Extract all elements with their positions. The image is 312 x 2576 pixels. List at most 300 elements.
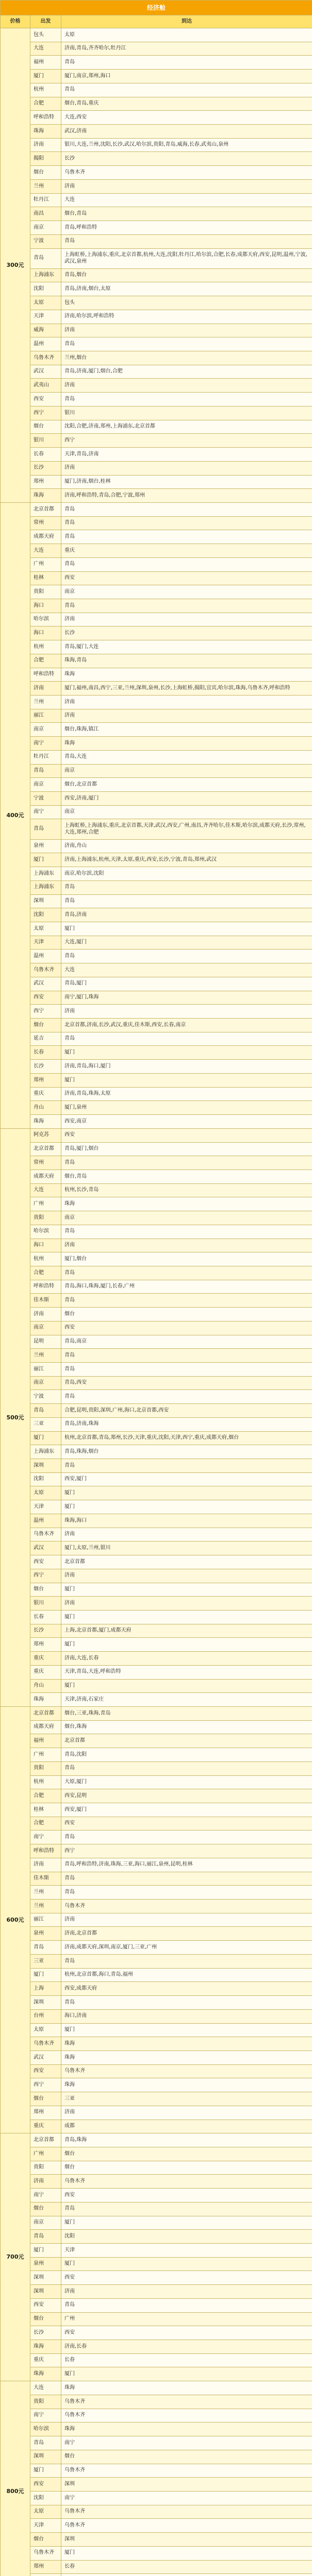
arrival-cities-cell: 厦门 [61,1486,312,1500]
arrival-cities-cell: 济南 [61,461,312,475]
departure-city-cell: 杭州 [30,1252,61,1266]
arrival-cities-cell: 广州 [61,2312,312,2326]
arrival-cities-cell: 西安 [61,1817,312,1831]
table-row [1,1335,312,1349]
table-row [1,1239,312,1252]
arrival-cities-cell: 南京 [61,585,312,599]
arrival-cities-cell: 青岛,济南,烟台,太原 [61,282,312,296]
departure-city-cell: 银川 [30,434,61,448]
table-row [1,1761,312,1775]
price-cell: 800元 [1,2381,30,2576]
header-to: 到达 [61,15,312,28]
arrival-cities-cell: 烟台 [61,2450,312,2464]
departure-city-cell: 三亚 [30,1417,61,1431]
arrival-cities-cell [61,2574,312,2576]
departure-city-cell: 常州 [30,1156,61,1170]
departure-city-cell: 宁波 [30,234,61,248]
departure-city-cell: 郑州 [30,2560,61,2574]
departure-city-cell: 舟山 [30,1679,61,1693]
table-row [1,2244,312,2258]
arrival-cities-cell: 济南 [61,324,312,337]
departure-city-cell: 大连 [30,2381,61,2395]
arrival-cities-cell: 济南 [61,709,312,723]
table-row [1,908,312,922]
departure-city-cell: 烟台 [30,1019,61,1032]
table-row [1,1087,312,1101]
table-row [1,379,312,393]
departure-city-cell: 福州 [30,56,61,70]
arrival-cities-cell: 三亚 [61,2092,312,2106]
departure-city-cell: 北京首都 [30,2133,61,2147]
arrival-cities-cell: 烟台,北京首都 [61,778,312,792]
table-row [1,571,312,585]
table-row [1,805,312,819]
table-row [1,2037,312,2051]
departure-city-cell: 北京首都 [30,1142,61,1156]
table-row [1,337,312,351]
table-row [1,1748,312,1762]
arrival-cities-cell: 烟台 [61,1308,312,1321]
departure-city-cell: 哈尔滨 [30,2422,61,2436]
table-row [1,42,312,56]
departure-city-cell: 深圳 [30,1459,61,1473]
departure-city-cell: 长沙 [30,1060,61,1074]
table-row [1,475,312,489]
arrival-cities-cell: 乌鲁木齐 [61,2519,312,2533]
arrival-cities-cell: 烟台,珠海,镇江 [61,723,312,737]
arrival-cities-cell: 西宁 [61,1844,312,1858]
arrival-cities-cell: 长沙 [61,626,312,640]
table-row [1,1142,312,1156]
departure-city-cell: 珠海 [30,1115,61,1129]
departure-city-cell: 重庆 [30,2120,61,2133]
table-row [1,1197,312,1211]
table-row [1,1101,312,1115]
table-row [1,640,312,654]
departure-city-cell: 青岛 [30,1404,61,1418]
departure-city-cell: 珠海 [30,125,61,139]
arrival-cities-cell: 青岛 [61,1459,312,1473]
table-row [1,696,312,709]
arrival-cities-cell: 厦门,太原,兰州,银川 [61,1541,312,1555]
table-row [1,2285,312,2299]
table-row [1,1803,312,1817]
header-from: 出发 [30,15,61,28]
table-row [1,1404,312,1418]
departure-city-cell: 宁波 [30,792,61,806]
arrival-cities-cell: 济南,呼和浩特,青岛,合肥,宁波,郑州 [61,489,312,503]
table-row [1,1734,312,1748]
table-row [1,544,312,558]
arrival-cities-cell: 重庆 [61,544,312,558]
departure-city-cell: 济南 [30,1858,61,1872]
fare-table-body [1,28,312,2576]
table-row [1,1583,312,1597]
departure-city-cell: 乌鲁木齐 [30,351,61,365]
table-row [1,1638,312,1652]
arrival-cities-cell: 青岛 [61,530,312,544]
table-row [1,2436,312,2450]
arrival-cities-cell: 武汉,济南 [61,125,312,139]
table-row [1,2133,312,2147]
arrival-cities-cell: 沈阳,合肥,济南,郑州,上海浦东,北京首都 [61,420,312,434]
departure-city-cell: 郑州 [30,1638,61,1652]
arrival-cities-cell: 珠海 [61,2078,312,2092]
table-row [1,207,312,221]
departure-city-cell: 上海浦东 [30,1445,61,1459]
table-row [1,737,312,751]
arrival-cities-cell: 济南 [61,379,312,393]
departure-city-cell: 重庆 [30,1665,61,1679]
arrival-cities-cell: 西安,厦门 [61,1803,312,1817]
departure-city-cell: 广州 [30,2147,61,2161]
arrival-cities-cell: 青岛 [61,234,312,248]
departure-city-cell: 济南 [30,682,61,696]
table-row [1,179,312,193]
table-row [1,613,312,626]
arrival-cities-cell: 合肥,昆明,贵阳,深圳,广州,海口,北京首都,西安 [61,1404,312,1418]
departure-city-cell: 北京首都 [30,502,61,516]
table-row [1,1280,312,1294]
arrival-cities-cell: 烟台,青岛 [61,207,312,221]
table-row [1,853,312,867]
departure-city-cell: 乌鲁木齐 [30,2037,61,2051]
departure-city-cell: 烟台 [30,1583,61,1597]
arrival-cities-cell: 青岛 [61,1886,312,1900]
table-row [1,1060,312,1074]
departure-city-cell: 沈阳 [30,282,61,296]
arrival-cities-cell: 厦门,福州,南昌,西宁,三亚,兰州,深圳,泉州,长沙,上海虹桥,揭阳,宜宾,哈尔滨,珠海,乌鲁木齐,呼和浩特 [61,682,312,696]
departure-city-cell: 北京首都 [30,1706,61,1720]
table-row [1,2574,312,2576]
departure-city-cell: 厦门 [30,70,61,83]
departure-city-cell: 青岛 [30,2230,61,2244]
arrival-cities-cell: 南京 [61,1211,312,1225]
departure-city-cell: 烟台 [30,2312,61,2326]
arrival-cities-cell: 乌鲁木齐 [61,2064,312,2078]
departure-city-cell: 南京 [30,221,61,235]
arrival-cities-cell: 济南,青岛,珠海,太原 [61,1087,312,1101]
table-row [1,2464,312,2478]
arrival-cities-cell: 深圳 [61,2478,312,2492]
table-row [1,1500,312,1514]
table-row [1,193,312,207]
table-row [1,1597,312,1611]
arrival-cities-cell: 西安 [61,571,312,585]
departure-city-cell: 温州 [30,337,61,351]
table-row [1,221,312,235]
arrival-cities-cell: 青岛 [61,2298,312,2312]
arrival-cities-cell: 西安 [61,2271,312,2285]
table-row [1,1665,312,1679]
departure-city-cell: 广州 [30,1748,61,1762]
arrival-cities-cell: 珠海 [61,2050,312,2064]
table-row [1,1115,312,1129]
arrival-cities-cell: 济南,大连,长春 [61,1652,312,1666]
departure-city-cell: 泉州 [30,1927,61,1941]
table-row [1,2202,312,2216]
table-row [1,502,312,516]
arrival-cities-cell: 西安,厦门 [61,1472,312,1486]
arrival-cities-cell: 上海,北京首都,厦门,成都天府 [61,1624,312,1638]
table-row [1,516,312,530]
departure-city-cell: 丽江 [30,709,61,723]
departure-city-cell: 南宁 [30,2189,61,2202]
departure-city-cell: 杭州 [30,640,61,654]
departure-city-cell: 杭州 [30,1775,61,1789]
arrival-cities-cell: 厦门 [61,2546,312,2560]
departure-city-cell: 天津 [30,1500,61,1514]
departure-city-cell: 青岛 [30,819,61,839]
table-row [1,1528,312,1541]
departure-city-cell: 南宁 [30,2409,61,2422]
departure-city-cell: 哈尔滨 [30,613,61,626]
departure-city-cell: 西安 [30,2064,61,2078]
table-row [1,1789,312,1803]
table-row [1,2257,312,2271]
table-row [1,1266,312,1280]
departure-city-cell [30,2574,61,2576]
arrival-cities-cell: 济南,青岛,齐齐哈尔,牡丹江 [61,42,312,56]
table-row [1,1431,312,1445]
departure-city-cell: 乌鲁木齐 [30,2546,61,2560]
price-cell: 300元 [1,28,30,503]
table-row [1,977,312,991]
arrival-cities-cell: 厦门,泉州 [61,1101,312,1115]
arrival-cities-cell: 南京,哈尔滨,沈阳 [61,867,312,881]
table-row [1,1363,312,1377]
arrival-cities-cell: 天津,济南,石家庄 [61,1693,312,1707]
departure-city-cell: 厦门 [30,2464,61,2478]
arrival-cities-cell: 济南 [61,696,312,709]
table-row [1,2409,312,2422]
table-row [1,2353,312,2367]
table-row [1,764,312,778]
departure-city-cell: 西宁 [30,406,61,420]
departure-city-cell: 济南 [30,2175,61,2189]
table-row [1,1652,312,1666]
table-row [1,1996,312,2010]
table-row [1,2326,312,2340]
arrival-cities-cell: 厦门 [61,2367,312,2381]
arrival-cities-cell: 珠海 [61,2037,312,2051]
arrival-cities-cell: 烟台 [61,2147,312,2161]
departure-city-cell: 厦门 [30,2244,61,2258]
departure-city-cell: 烟台 [30,2092,61,2106]
table-title-row [1,1,312,15]
arrival-cities-cell: 厦门 [61,1638,312,1652]
departure-city-cell: 威海 [30,324,61,337]
table-row [1,1569,312,1583]
table-row [1,922,312,936]
table-row [1,2147,312,2161]
arrival-cities-cell: 兰州,烟台 [61,351,312,365]
table-row [1,668,312,682]
arrival-cities-cell: 西安 [61,2326,312,2340]
arrival-cities-cell: 北京首都 [61,1555,312,1569]
arrival-cities-cell: 青岛 [61,393,312,406]
table-row [1,282,312,296]
arrival-cities-cell: 厦门,烟台 [61,1252,312,1266]
table-row [1,839,312,853]
departure-city-cell: 常州 [30,516,61,530]
departure-city-cell: 成都天府 [30,530,61,544]
table-row [1,125,312,139]
arrival-cities-cell: 青岛,海口,珠海,厦门,长春,广州 [61,1280,312,1294]
arrival-cities-cell: 青岛,西安 [61,1376,312,1390]
table-row [1,530,312,544]
table-row [1,56,312,70]
arrival-cities-cell: 济南 [61,1913,312,1927]
arrival-cities-cell: 天津,青岛,济南 [61,448,312,462]
departure-city-cell: 重庆 [30,2353,61,2367]
table-row [1,792,312,806]
departure-city-cell: 太原 [30,296,61,310]
arrival-cities-cell: 青岛 [61,950,312,963]
departure-city-cell: 舟山 [30,1101,61,1115]
departure-city-cell: 大连 [30,42,61,56]
arrival-cities-cell: 厦门 [61,1583,312,1597]
table-row [1,70,312,83]
arrival-cities-cell: 杭州,北京首都,海口,青岛,福州 [61,1968,312,1982]
table-row [1,461,312,475]
table-row [1,1886,312,1900]
table-row [1,2120,312,2133]
arrival-cities-cell: 大连,厦门 [61,936,312,950]
departure-city-cell: 天津 [30,2519,61,2533]
table-row [1,1541,312,1555]
table-row [1,1720,312,1734]
arrival-cities-cell: 天津 [61,2244,312,2258]
departure-city-cell: 南京 [30,1321,61,1335]
table-row [1,1982,312,1996]
arrival-cities-cell: 济南 [61,1528,312,1541]
departure-city-cell: 广州 [30,1197,61,1211]
departure-city-cell: 贵阳 [30,585,61,599]
table-row [1,2298,312,2312]
arrival-cities-cell: 烟台,青岛 [61,1170,312,1183]
departure-city-cell: 南昌 [30,207,61,221]
arrival-cities-cell: 青岛,济南 [61,908,312,922]
departure-city-cell: 烟台 [30,2202,61,2216]
table-row [1,2230,312,2244]
arrival-cities-cell: 西安,成都天府 [61,1982,312,1996]
arrival-cities-cell: 银川,大连,兰州,沈阳,长沙,武汉,哈尔滨,贵阳,青岛,威海,长春,武夷山,泉州 [61,138,312,152]
table-row [1,1376,312,1390]
table-row [1,2078,312,2092]
table-row [1,489,312,503]
arrival-cities-cell: 深圳 [61,2533,312,2547]
table-row [1,2519,312,2533]
arrival-cities-cell: 青岛 [61,1390,312,1404]
table-row [1,2189,312,2202]
departure-city-cell: 深圳 [30,894,61,908]
table-row [1,2050,312,2064]
arrival-cities-cell: 济南,舟山 [61,839,312,853]
arrival-cities-cell: 杭州,北京首都,青岛,郑州,长沙,天津,重庆,沈阳,天津,西宁,重庆,成都天府,烟台 [61,1431,312,1445]
departure-city-cell: 厦门 [30,853,61,867]
arrival-cities-cell: 济南,青岛,海口,厦门 [61,1060,312,1074]
table-row [1,1294,312,1308]
arrival-cities-cell: 青岛 [61,599,312,613]
price-cell: 400元 [1,502,30,1128]
arrival-cities-cell: 北京首都,济南,长沙,武汉,重庆,佳木斯,西安,长春,南京 [61,1019,312,1032]
table-row [1,778,312,792]
table-row [1,166,312,180]
departure-city-cell: 西宁 [30,2078,61,2092]
departure-city-cell: 太原 [30,2505,61,2519]
table-row [1,2560,312,2574]
table-row [1,2175,312,2189]
arrival-cities-cell: 青岛 [61,1954,312,1968]
table-row [1,1872,312,1886]
table-row [1,585,312,599]
arrival-cities-cell: 南宁 [61,2436,312,2450]
departure-city-cell: 济南 [30,1308,61,1321]
departure-city-cell: 大连 [30,1183,61,1197]
departure-city-cell: 银川 [30,1597,61,1611]
table-row [1,1693,312,1707]
departure-city-cell: 福州 [30,1734,61,1748]
arrival-cities-cell: 青岛,厦门,烟台 [61,1142,312,1156]
departure-city-cell: 深圳 [30,2450,61,2464]
arrival-cities-cell: 珠海,海口 [61,1514,312,1528]
table-row [1,991,312,1005]
table-row [1,2009,312,2023]
departure-city-cell: 台州 [30,2009,61,2023]
table-row [1,1019,312,1032]
arrival-cities-cell: 乌鲁木齐 [61,2175,312,2189]
departure-city-cell: 珠海 [30,1693,61,1707]
arrival-cities-cell: 厦门 [61,1610,312,1624]
departure-city-cell: 长春 [30,1046,61,1060]
table-row [1,234,312,248]
arrival-cities-cell: 大连,西安 [61,111,312,125]
arrival-cities-cell: 长春 [61,2353,312,2367]
arrival-cities-cell: 银川 [61,406,312,420]
arrival-cities-cell: 珠海 [61,737,312,751]
arrival-cities-cell: 西宁 [61,434,312,448]
departure-city-cell: 沈阳 [30,908,61,922]
departure-city-cell: 包头 [30,28,61,42]
table-row [1,1073,312,1087]
departure-city-cell: 青岛 [30,1941,61,1955]
table-row [1,1183,312,1197]
arrival-cities-cell: 青岛,呼和浩特 [61,221,312,235]
departure-city-cell: 昆明 [30,1335,61,1349]
arrival-cities-cell: 南京 [61,764,312,778]
arrival-cities-cell: 厦门 [61,922,312,936]
table-row [1,434,312,448]
arrival-cities-cell: 上海虹桥,上海浦东,重庆,北京首都,天津,武汉,西安,广州,南昌,齐齐哈尔,佳木斯,哈尔滨,成都天府,长沙,常州,大连,郑州,合肥 [61,819,312,839]
table-row [1,1417,312,1431]
departure-city-cell: 南宁 [30,737,61,751]
arrival-cities-cell: 天津,青岛,大连,呼和浩特 [61,1665,312,1679]
departure-city-cell: 郑州 [30,2106,61,2120]
arrival-cities-cell: 青岛 [61,502,312,516]
arrival-cities-cell: 杭州,长沙,青岛 [61,1183,312,1197]
departure-city-cell: 沈阳 [30,2491,61,2505]
departure-city-cell: 西宁 [30,1005,61,1019]
table-row [1,296,312,310]
arrival-cities-cell: 青岛 [61,1831,312,1844]
arrival-cities-cell: 济南 [61,1239,312,1252]
departure-city-cell: 武汉 [30,2050,61,2064]
departure-city-cell: 呼和浩特 [30,668,61,682]
departure-city-cell: 武汉 [30,365,61,379]
table-row [1,936,312,950]
departure-city-cell: 成都天府 [30,1720,61,1734]
